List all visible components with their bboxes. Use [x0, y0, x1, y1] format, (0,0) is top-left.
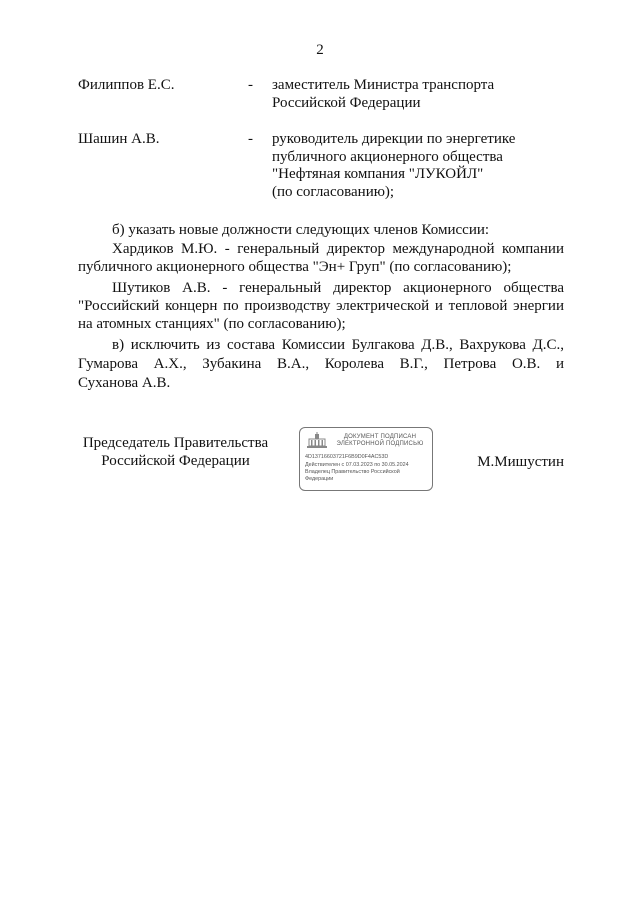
section-b-shutikov: Шутиков А.В. - генеральный директор акционерного общества "Российский концерн по производству электрической и тепловой энергии на атомных станциях" (по согласованию); [78, 280, 564, 332]
post-line: публичного акционерного общества [272, 148, 503, 165]
section-b-hardikov: Хардиков М.Ю. - генеральный директор международной компании публичного акционерного общества "Эн+ Груп" (по согласованию); [78, 241, 564, 275]
member-post-shashin [272, 131, 515, 201]
stamp-owner: Владелец Правительство Российской [305, 469, 400, 475]
member-dash: - [248, 131, 253, 147]
government-emblem-icon [306, 432, 328, 450]
electronic-signature-stamp [299, 427, 433, 491]
page-number: 2 [316, 42, 324, 58]
section-v-line3: Суханова А.В. [78, 375, 171, 391]
post-line: заместитель Министра транспорта [272, 77, 495, 93]
position-line: Российской Федерации [101, 453, 250, 469]
stamp-title-line: ЭЛЕКТРОННОЙ ПОДПИСЬЮ [336, 441, 424, 447]
section-v-line1: в) исключить из состава Комиссии Булгакова Д.В., Вахрукова Д.С., [112, 337, 564, 353]
stamp-validity: Действителен с 07.03.2023 по 30.05.2024 [305, 462, 409, 468]
stamp-certificate: 4D13716603721F6B9D0F4AC53D [305, 454, 389, 460]
signer-name: М.Мишустин [477, 454, 564, 470]
stamp-title [328, 434, 432, 448]
member-dash: - [248, 77, 253, 93]
member-name-filippov: Филиппов Е.С. [78, 77, 175, 93]
stamp-title-line: ДОКУМЕНТ ПОДПИСАН [343, 434, 417, 440]
stamp-owner: Федерации [305, 476, 334, 482]
section-b-intro: б) указать новые должности следующих членов Комиссии: [112, 222, 490, 238]
member-post-filippov [272, 77, 494, 112]
post-line: "Нефтяная компания "ЛУКОЙЛ" [272, 166, 484, 182]
post-line: Российской Федерации [272, 94, 421, 111]
position-line: Председатель Правительства [82, 435, 269, 451]
section-v-line2: Гумарова А.Х., Зубакина В.А., Королева В.Г., Петрова О.В. и [78, 356, 564, 372]
post-line: руководитель дирекции по энергетике [272, 131, 516, 147]
signatory-position [78, 434, 273, 470]
member-name-shashin: Шашин А.В. [78, 131, 160, 147]
post-line: (по согласованию); [272, 183, 395, 200]
